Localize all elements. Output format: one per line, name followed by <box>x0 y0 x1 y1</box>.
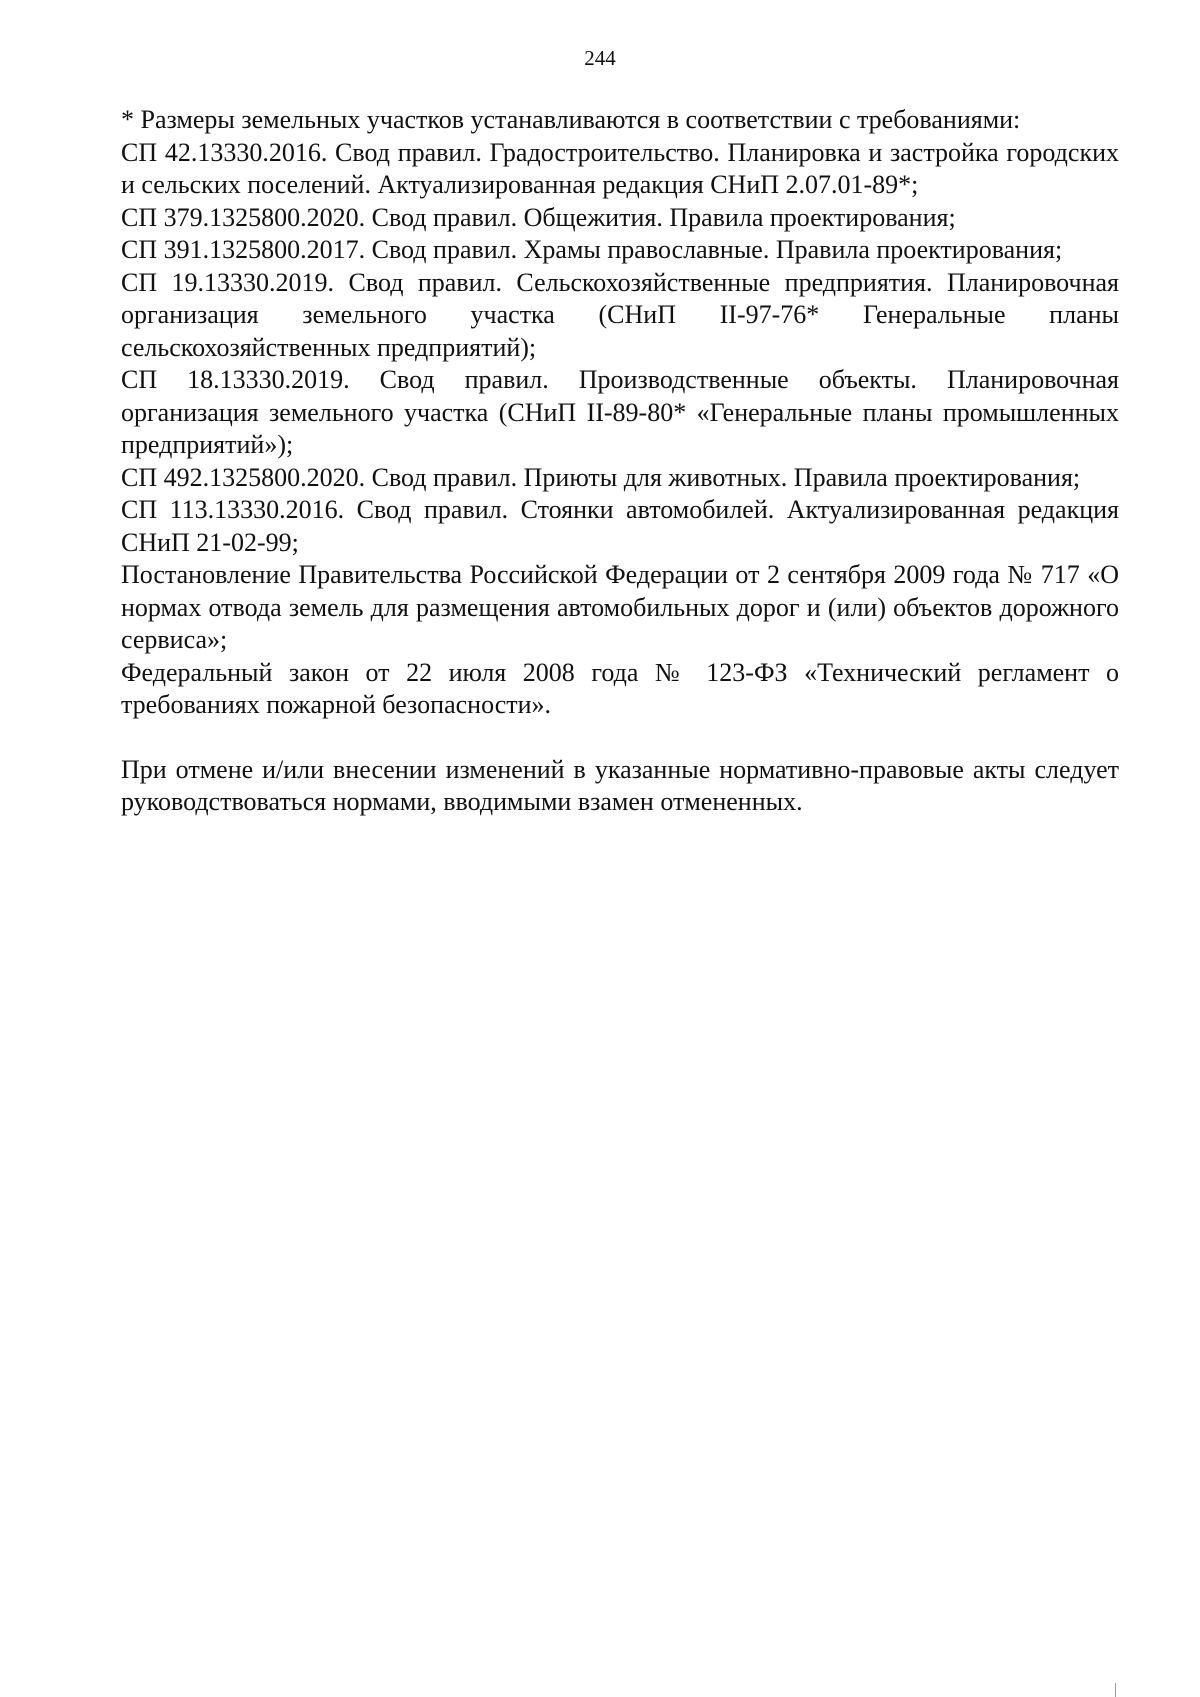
closing-paragraph: При отмене и/или внесении изменений в указанные нормативно-правовые акты следует руководствоваться нормами, вводимыми взамен отмененных. <box>121 754 1119 816</box>
page-number: 244 <box>584 46 616 70</box>
footnote-intro: * Размеры земельных участков устанавливаются в соответствии с требованиями: <box>121 105 1021 134</box>
scan-edge-mark <box>1115 1683 1116 1697</box>
reference-federal-law: Федеральный закон от 22 июля 2008 года № 123-ФЗ «Технический регламент о требованиях пожарной безопасности». <box>121 657 1119 719</box>
reference-sp-492: СП 492.1325800.2020. Свод правил. Приюты для животных. Правила проектирования; <box>121 462 1081 492</box>
reference-sp-391: СП 391.1325800.2017. Свод правил. Храмы православные. Правила проектирования; <box>121 235 1063 264</box>
reference-sp-18: СП 18.13330.2019. Свод правил. Производственные объекты. Планировочная организация земельного участка (СНиП II-89-80* «Генеральные планы промышленных предприятий»); <box>121 365 1119 459</box>
reference-sp-42: СП 42.13330.2016. Свод правил. Градостроительство. Планировка и застройка городских и сельских поселений. Актуализированная редакция СНиП 2.07.01-89*; <box>121 137 1119 199</box>
paragraph-spacer <box>121 722 1119 754</box>
reference-sp-19: СП 19.13330.2019. Свод правил. Сельскохозяйственные предприятия. Планировочная организация земельного участка (СНиП II-97-76* Генеральные планы сельскохозяйственных предприятий); <box>121 267 1119 362</box>
reference-government-decree: Постановление Правительства Российской Федерации от 2 сентября 2009 года № 717 «О нормах отвода земель для размещения автомобильных дорог и (или) объектов дорожного сервиса»; <box>121 560 1119 654</box>
reference-sp-379: СП 379.1325800.2020. Свод правил. Общежития. Правила проектирования; <box>121 202 956 232</box>
page-body <box>121 104 1119 819</box>
reference-sp-113: СП 113.13330.2016. Свод правил. Стоянки автомобилей. Актуализированная редакция СНиП 21-02-99; <box>121 495 1119 557</box>
